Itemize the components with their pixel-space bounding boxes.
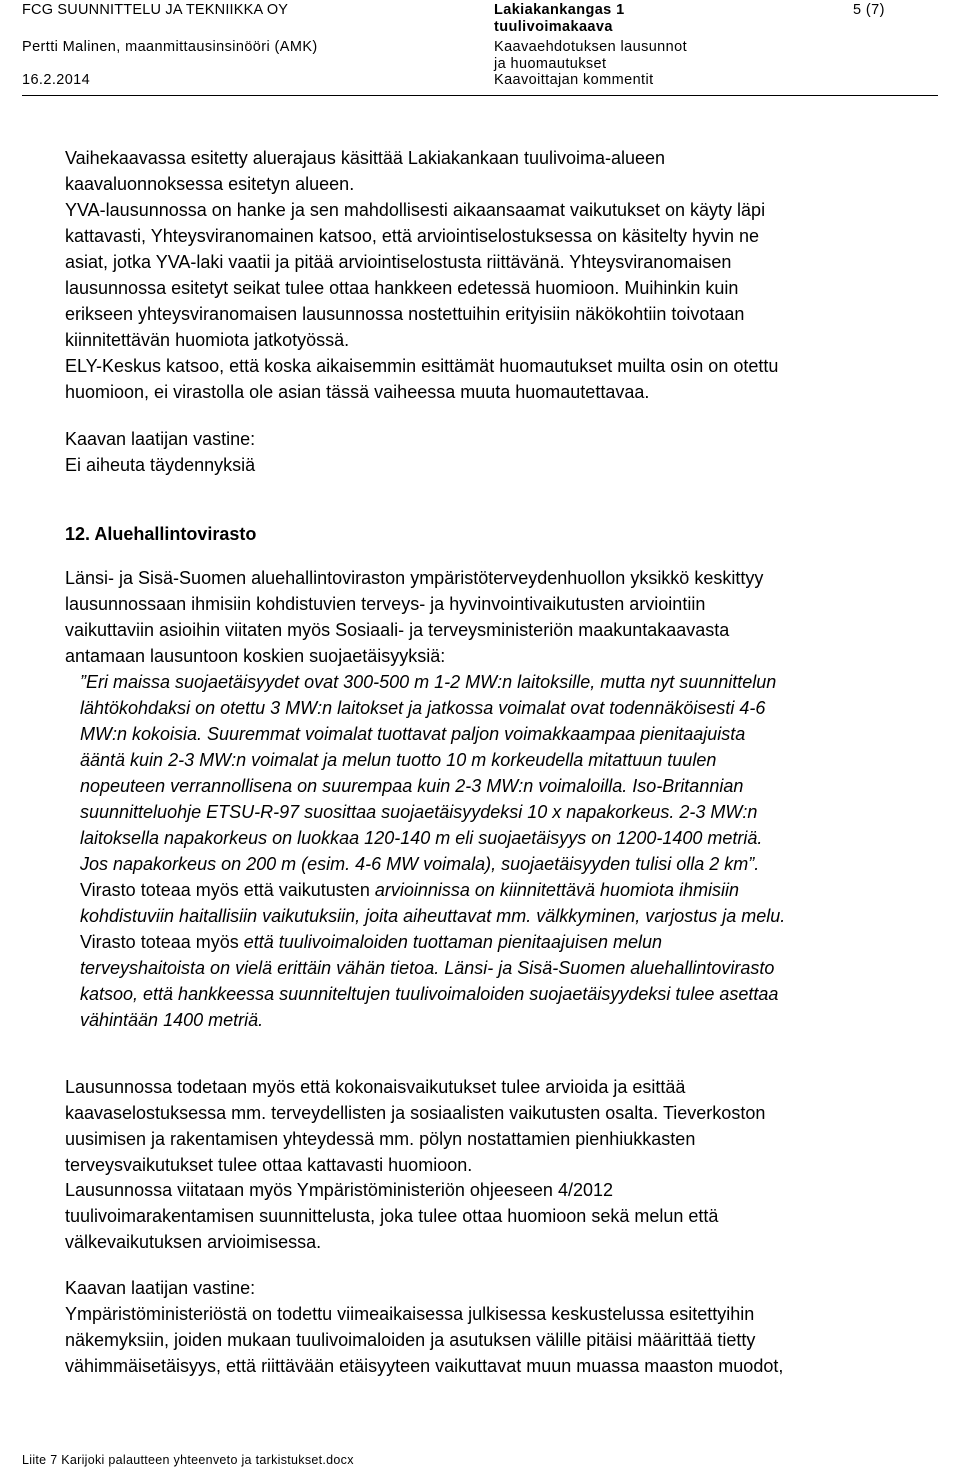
text-line: Lausunnossa todetaan myös että kokonaisvaikutukset tulee arvioida ja esittää: [65, 1077, 686, 1097]
reply-text: Ei aiheuta täydennyksiä: [65, 455, 256, 475]
text-line: Lausunnossa viitataan myös Ympäristöministeriön ohjeeseen 4/2012: [65, 1180, 613, 1200]
quote-segment: katsoo, että hankkeessa suunniteltujen tuulivoimaloiden suojaetäisyydeksi tulee asettaa: [80, 984, 779, 1004]
quote-line: [80, 955, 950, 981]
quote-segment: kohdistuviin haitallisiin vaikutuksiin, joita aiheuttavat mm. välkkyminen, varjostus ja melu.: [80, 906, 786, 926]
text-line: uusimisen ja rakentamisen yhteydessä mm. pölyn nostattamien pienhiukkasten: [65, 1129, 696, 1149]
text-line: kiinnitettävän huomiota jatkotyössä.: [65, 330, 350, 350]
text-line: vaikuttaviin asioihin viitaten myös Sosiaali- ja terveysministeriön maakuntakaavasta: [65, 620, 730, 640]
quote-segment: nopeuteen verrannollisena on suurempaa kuin 2-3 MW:n voimaloilla. Iso-Britannian: [80, 776, 744, 796]
section12-paragraph2: [65, 1074, 955, 1178]
document-subtitle-line3: Kaavoittajan kommentit: [494, 72, 654, 88]
text-line: Länsi- ja Sisä-Suomen aluehallintoviraston ympäristöterveydenhuollon yksikkö keskittyy: [65, 568, 764, 588]
quote-segment: Virasto toteaa myös: [80, 932, 244, 952]
page-footer: Liite 7 Karijoki palautteen yhteenveto ja tarkistukset.docx: [22, 1453, 354, 1467]
quote-line: [80, 825, 950, 851]
text-line: YVA-lausunnossa on hanke ja sen mahdollisesti aikaansaamat vaikutukset on käyty läpi: [65, 200, 766, 220]
section11-paragraph: [65, 145, 955, 405]
quote-segment: Virasto toteaa myös että vaikutusten: [80, 880, 375, 900]
text-line: kaavaluonnoksessa esitetyn alueen.: [65, 174, 355, 194]
quote-segment: ”Eri maissa suojaetäisyydet ovat 300-500 m 1-2 MW:n laitoksille, mutta nyt suunnittelun: [80, 672, 777, 692]
quote-segment: lähtökohdaksi on otettu 3 MW:n laitokset ja jatkossa voimalat ovat todennäköisesti 4-6: [80, 698, 766, 718]
text-line: Vaihekaavassa esitetty aluerajaus käsittää Lakiakankaan tuulivoima-alueen: [65, 148, 666, 168]
reply-label: Kaavan laatijan vastine:: [65, 429, 256, 449]
text-line: antamaan lausuntoon koskien suojaetäisyyksiä:: [65, 646, 446, 666]
quote-segment: ääntä kuin 2-3 MW:n voimalat ja melun tuotto 10 m korkeudella mitattuun tuulen: [80, 750, 717, 770]
text-line: asiat, jotka YVA-laki vaatii ja pitää arviointiselostusta riittävänä. Yhteysviranomaisen: [65, 252, 732, 272]
text-line: vähimmäisetäisyys, että riittävään etäisyyteen vaikuttavat muun muassa maaston muodot,: [65, 1356, 784, 1376]
quote-line: [80, 903, 950, 929]
text-line: huomioon, ei virastolla ole asian tässä vaiheessa muuta huomautettavaa.: [65, 382, 650, 402]
text-line: kattavasti, Yhteysviranomainen katsoo, että arviointiselostuksessa on käsitelty hyvin ne: [65, 226, 760, 246]
quote-segment: vähintään 1400 metriä.: [80, 1010, 264, 1030]
text-line: ELY-Keskus katsoo, että koska aikaisemmin esittämät huomautukset muilta osin on otettu: [65, 356, 779, 376]
text-line: Ympäristöministeriöstä on todettu viimeaikaisessa julkisessa keskustelussa esitettyihin: [65, 1304, 755, 1324]
document-title-line2: tuulivoimakaava: [494, 19, 613, 35]
section11-reply: [65, 426, 955, 478]
text-line: näkemyksiin, joiden mukaan tuulivoimaloiden ja asutuksen välille pitäisi määrittää tietty: [65, 1330, 756, 1350]
quote-segment: MW:n kokoisia. Suuremmat voimalat tuottavat paljon voimakkaampaa pienitaajuista: [80, 724, 746, 744]
document-subtitle-line1: Kaavaehdotuksen lausunnot: [494, 39, 688, 55]
document-title-line1: Lakiakankangas 1: [494, 2, 625, 18]
text-line: lausunnossaan ihmisiin kohdistuvien terveys- ja hyvinvointivaikutusten arviointiin: [65, 594, 706, 614]
quote-segment: terveyshaitoista on vielä erittäin vähän tietoa. Länsi- ja Sisä-Suomen aluehallintovirasto: [80, 958, 775, 978]
document-subtitle-line2: ja huomautukset: [494, 56, 607, 72]
section12-quote: [80, 669, 950, 1033]
reply-label: Kaavan laatijan vastine:: [65, 1278, 256, 1298]
header-divider: [22, 95, 938, 96]
quote-segment: että tuulivoimaloiden tuottaman pienitaajuisen melun: [243, 932, 663, 952]
company-name: FCG SUUNNITTELU JA TEKNIIKKA OY: [22, 2, 289, 18]
text-line: terveysvaikutukset tulee ottaa kattavasti huomioon.: [65, 1155, 473, 1175]
quote-line: [80, 695, 950, 721]
quote-line: [80, 1007, 950, 1033]
quote-segment: Jos napakorkeus on 200 m (esim. 4-6 MW voimala), suojaetäisyyden tulisi olla 2 km”.: [80, 854, 760, 874]
document-date: 16.2.2014: [22, 72, 91, 88]
quote-line: [80, 929, 950, 955]
quote-segment: laitoksella napakorkeus on luokkaa 120-140 m eli suojaetäisyys on 1200-1400 metriä.: [80, 828, 763, 848]
quote-line: [80, 773, 950, 799]
quote-segment: suunnitteluohje ETSU-R-97 suosittaa suojaetäisyydeksi 10 x napakorkeus. 2-3 MW:n: [80, 802, 758, 822]
quote-line: [80, 851, 950, 877]
text-line: lausunnossa esitetyt seikat tulee ottaa hankkeen edetessä huomioon. Muihinkin kuin: [65, 278, 739, 298]
quote-segment: arvioinnissa on kiinnitettävä huomiota ihmisiin: [374, 880, 740, 900]
quote-line: [80, 799, 950, 825]
quote-line: [80, 747, 950, 773]
section12-paragraph3: [65, 1177, 955, 1255]
page-number: 5 (7): [853, 2, 885, 18]
text-line: välkevaikutuksen arvioimisessa.: [65, 1232, 322, 1252]
text-line: kaavaselostuksessa mm. terveydellisten ja sosiaalisten vaikutusten osalta. Tieverkoston: [65, 1103, 766, 1123]
section12-reply: [65, 1275, 955, 1379]
quote-line: [80, 877, 950, 903]
quote-line: [80, 981, 950, 1007]
section12-heading: 12. Aluehallintovirasto: [65, 524, 257, 544]
text-line: tuulivoimarakentamisen suunnittelusta, joka tulee ottaa huomioon sekä melun että: [65, 1206, 719, 1226]
section12-intro: [65, 565, 955, 669]
text-line: erikseen yhteysviranomaisen lausunnossa nostettuihin erityisiin näkökohtiin toivotaan: [65, 304, 745, 324]
page-header: [0, 0, 960, 100]
quote-line: [80, 669, 950, 695]
quote-line: [80, 721, 950, 747]
author-line: Pertti Malinen, maanmittausinsinööri (AMK): [22, 39, 318, 55]
